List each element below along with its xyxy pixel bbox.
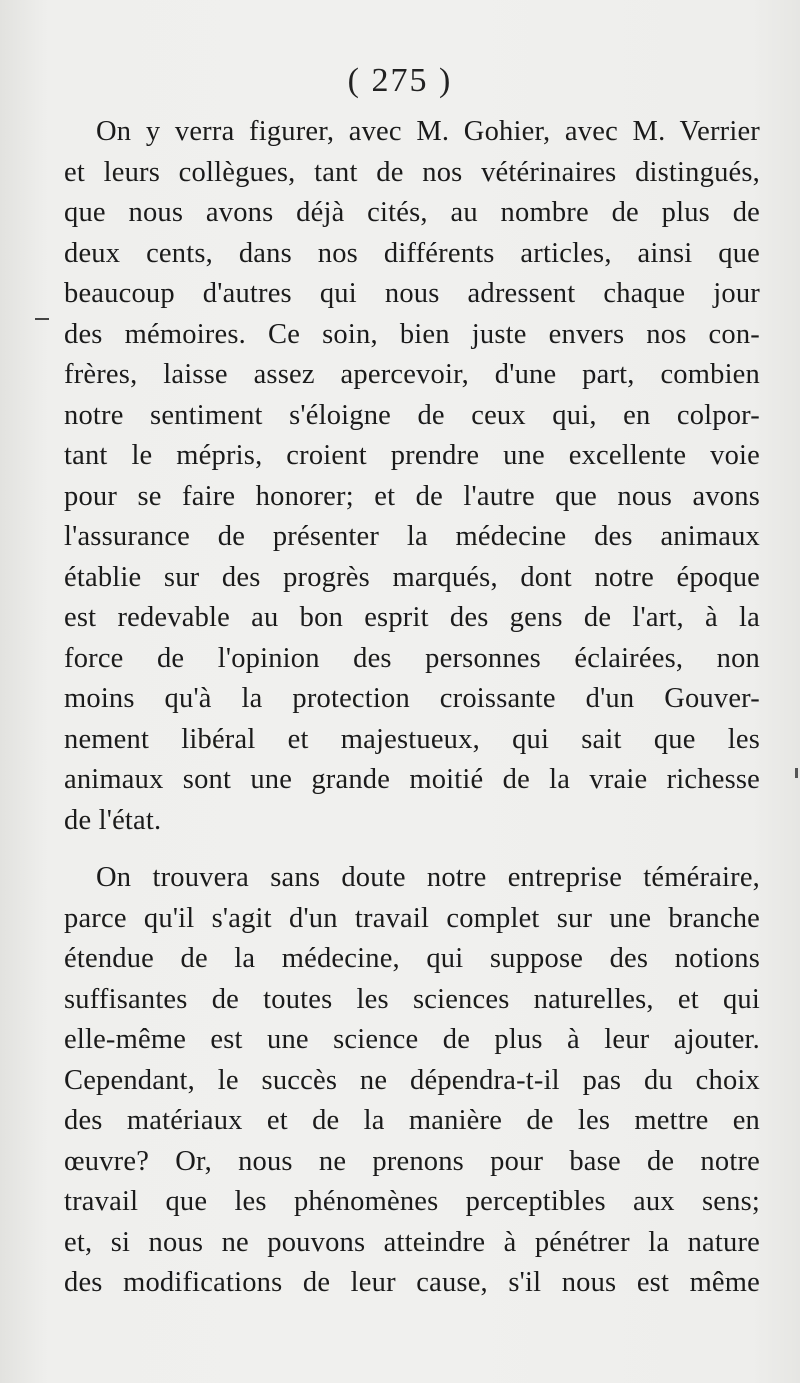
text-line: animaux sont une grande moitié de la vraie richesse xyxy=(64,764,760,795)
text-line: force de l'opinion des personnes éclairées, non xyxy=(64,642,760,674)
text-line: des mémoires. Ce soin, bien juste envers nos con- xyxy=(64,318,760,350)
body-text xyxy=(64,112,760,1304)
text-line: des modifications de leur cause, s'il nous est même xyxy=(64,1267,760,1298)
text-line: suffisantes de toutes les sciences naturelles, et qui xyxy=(64,983,760,1015)
text-line: œuvre? Or, nous ne prenons pour base de notre xyxy=(64,1145,760,1177)
text-line: tant le mépris, croient prendre une excellente voie xyxy=(64,440,760,471)
text-line: et leurs collègues, tant de nos vétérinaires distingués, xyxy=(64,156,760,188)
text-line: moins qu'à la protection croissante d'un Gouver- xyxy=(64,683,760,714)
paragraph xyxy=(64,112,760,841)
text-line: On y verra figurer, avec M. Gohier, avec M. Verrier xyxy=(96,116,760,147)
page-number: ( 275 ) xyxy=(347,62,453,99)
text-line: deux cents, dans nos différents articles, ainsi que xyxy=(64,237,760,269)
paragraph xyxy=(64,858,760,1304)
text-line: travail que les phénomènes perceptibles aux sens; xyxy=(64,1186,760,1217)
text-line: elle-même est une science de plus à leur ajouter. xyxy=(64,1024,760,1055)
paragraph-gap xyxy=(64,841,760,858)
text-line: des matériaux et de la manière de les mettre en xyxy=(64,1105,760,1136)
text-line: Cependant, le succès ne dépendra-t-il pas du choix xyxy=(64,1064,760,1096)
margin-mark xyxy=(35,318,49,320)
text-line: étendue de la médecine, qui suppose des notions xyxy=(64,943,760,974)
text-line: On trouvera sans doute notre entreprise téméraire, xyxy=(96,862,760,893)
text-line: est redevable au bon esprit des gens de l'art, à la xyxy=(64,602,760,633)
text-line: et, si nous ne pouvons atteindre à pénétrer la nature xyxy=(64,1226,760,1258)
text-line: parce qu'il s'agit d'un travail complet sur une branche xyxy=(64,902,760,934)
text-line: que nous avons déjà cités, au nombre de plus de xyxy=(64,197,760,228)
text-line: pour se faire honorer; et de l'autre que nous avons xyxy=(64,480,760,512)
text-line: notre sentiment s'éloigne de ceux qui, en colpor- xyxy=(64,399,760,431)
text-line: de l'état. xyxy=(64,804,162,836)
text-line: l'assurance de présenter la médecine des animaux xyxy=(64,521,760,552)
edge-mark xyxy=(795,768,798,778)
text-line: beaucoup d'autres qui nous adressent chaque jour xyxy=(64,278,760,309)
text-line: frères, laisse assez apercevoir, d'une part, combien xyxy=(64,359,760,390)
text-line: nement libéral et majestueux, qui sait que les xyxy=(64,723,760,755)
text-line: établie sur des progrès marqués, dont notre époque xyxy=(64,561,760,593)
